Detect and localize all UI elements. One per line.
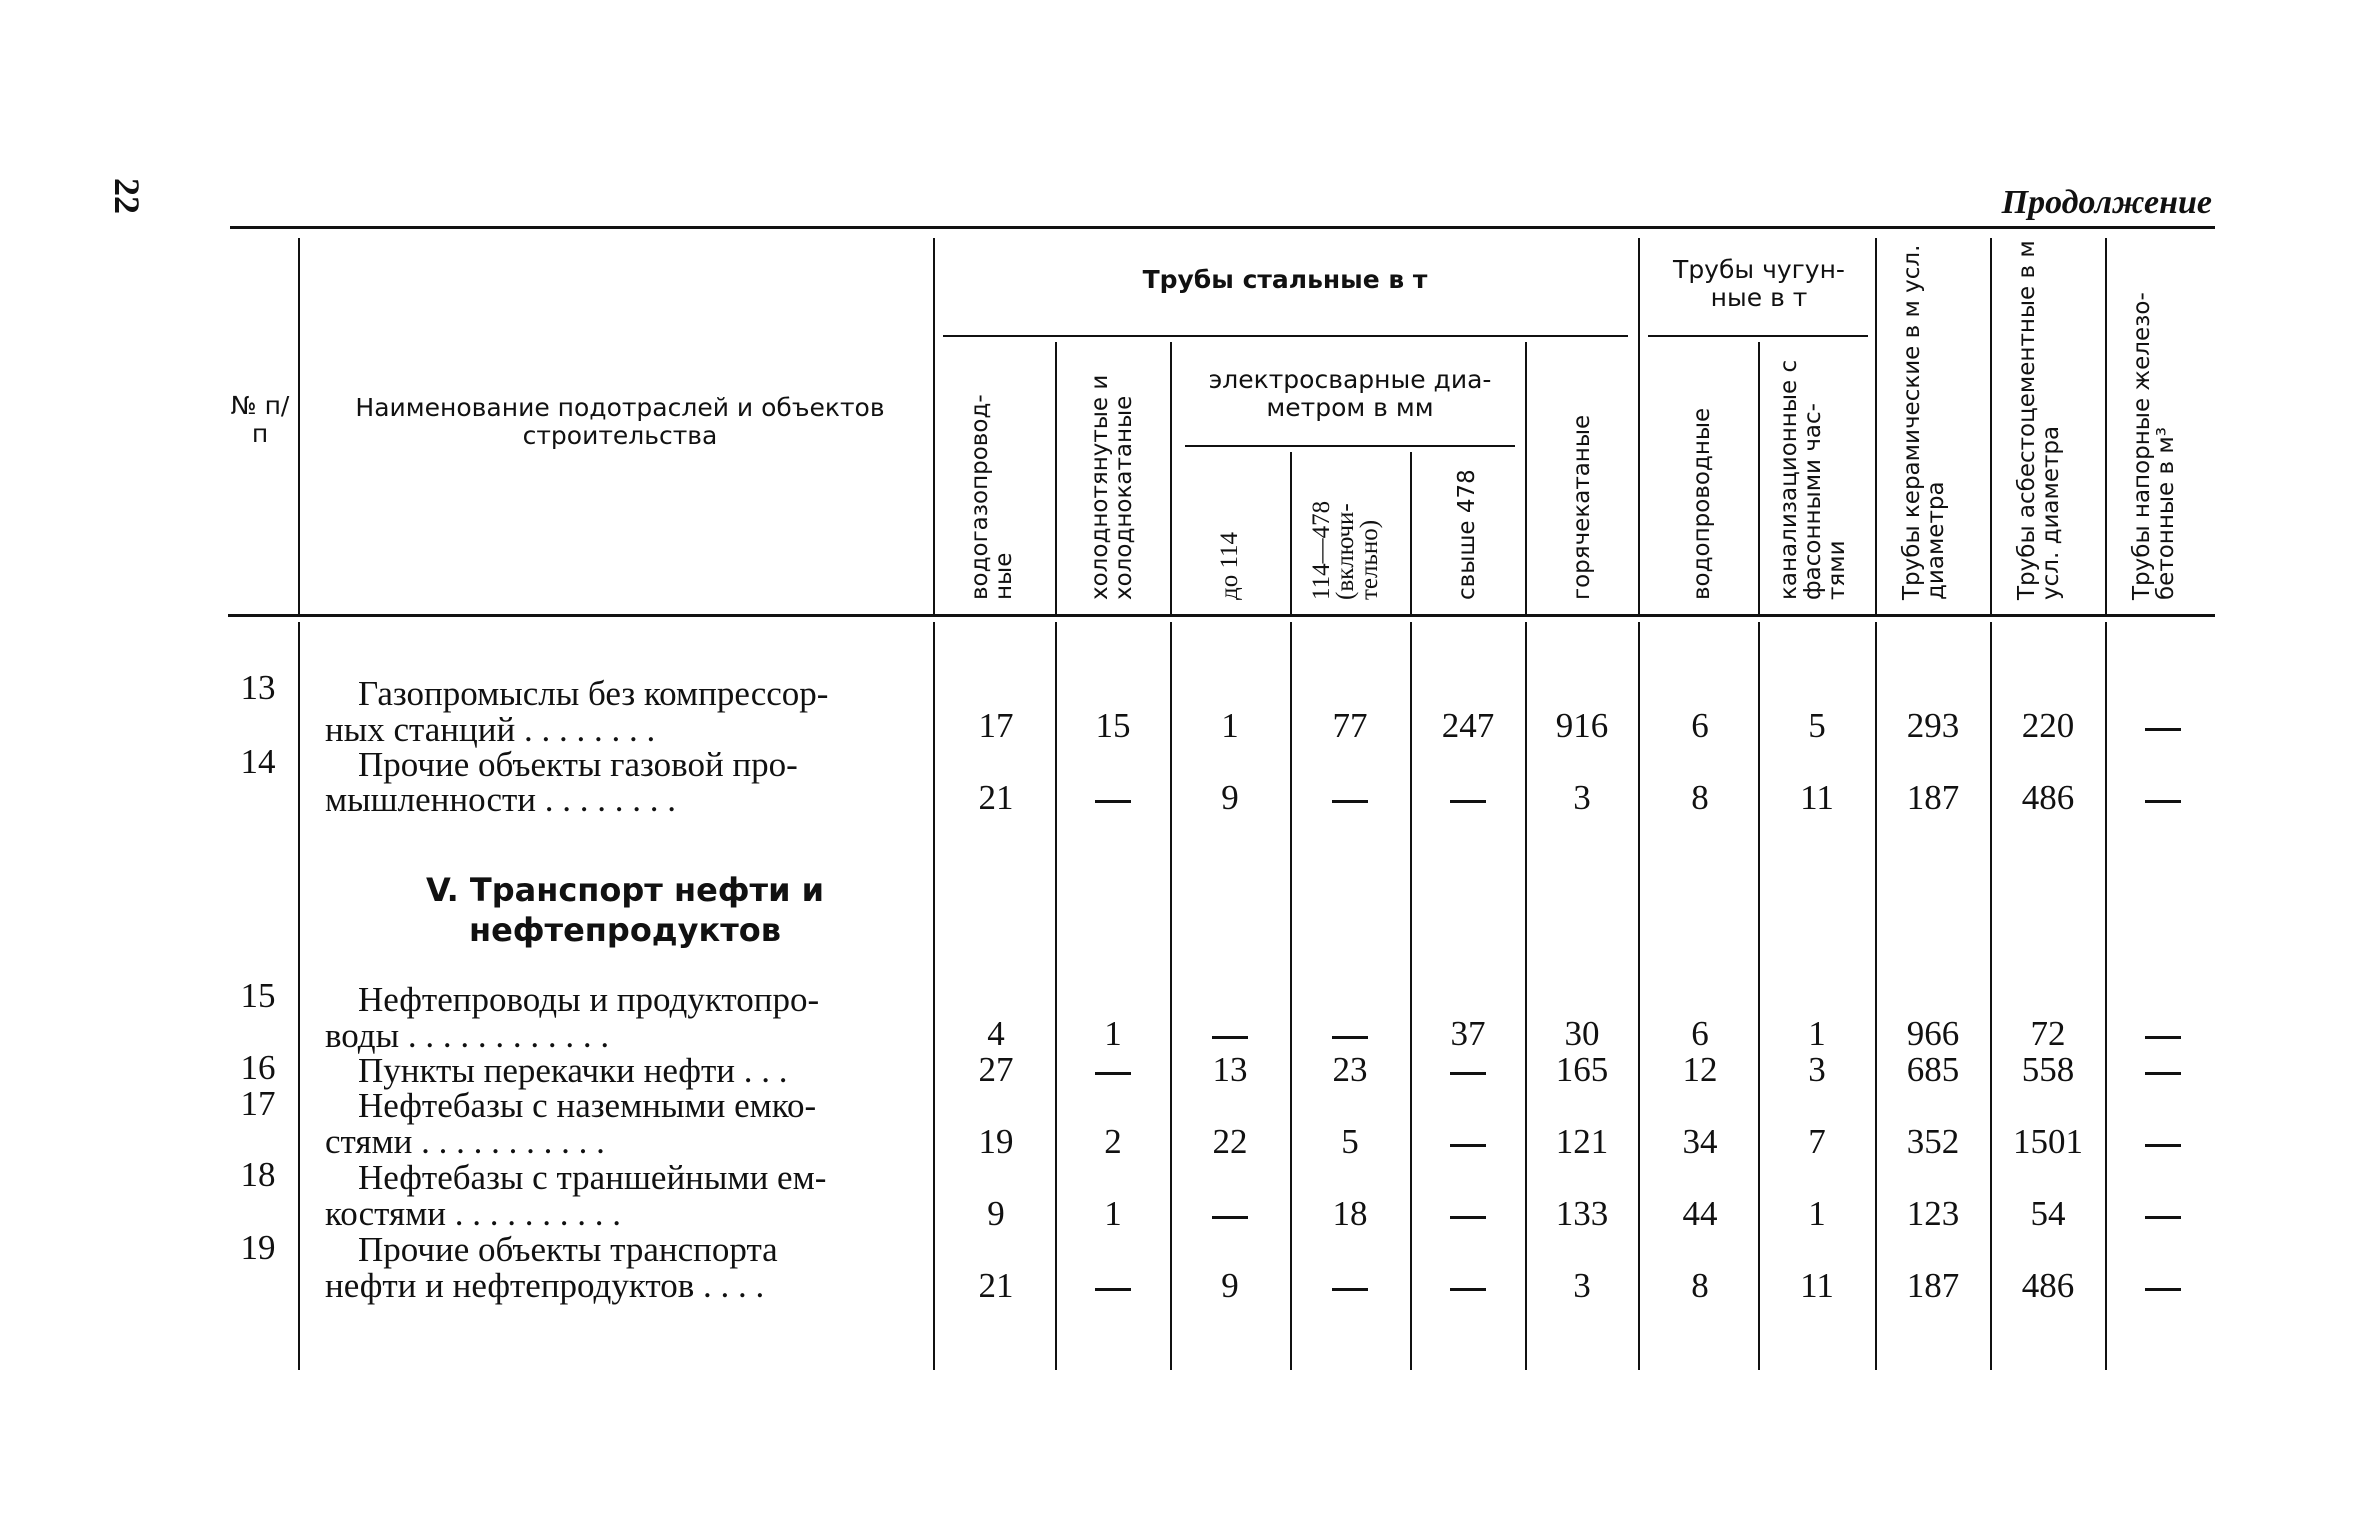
value-cell: 44 (1682, 1194, 1718, 1233)
value-cell: 1501 (2013, 1122, 2083, 1161)
col-divider (1758, 342, 1760, 614)
value-cell: 21 (978, 778, 1014, 817)
row-name: Газопромыслы без компрессор- (358, 674, 829, 713)
col-divider (298, 238, 300, 614)
dash-cell (1212, 1216, 1248, 1219)
col-divider (933, 238, 935, 614)
col-divider (1055, 342, 1057, 614)
value-cell: 8 (1691, 1266, 1709, 1305)
value-cell: 23 (1332, 1050, 1368, 1089)
value-cell: 11 (1800, 778, 1834, 817)
header-cast-group: Трубы чугун- ные в т (1673, 255, 1845, 312)
value-cell: 486 (2021, 1266, 2075, 1305)
value-cell: 220 (2021, 706, 2075, 745)
row-name: ных станций . . . . . . . . (325, 710, 656, 749)
dash-cell (1450, 1288, 1486, 1291)
dash-cell (1212, 1036, 1248, 1039)
value-cell: 247 (1441, 706, 1495, 745)
value-cell: 13 (1212, 1050, 1248, 1089)
dash-cell (2145, 1072, 2181, 1075)
header-ceramic: Трубы керамические в м усл. диаметра (1899, 244, 1949, 600)
header-cast-sewer: канализационные с фасонными час- тями (1776, 359, 1850, 600)
col-divider (1525, 622, 1527, 1370)
row-name: воды . . . . . . . . . . . . (325, 1016, 610, 1055)
header-steel-group: Трубы стальные в т (1142, 265, 1428, 294)
value-cell: 5 (1808, 706, 1826, 745)
row-name: Нефтебазы с траншейными ем- (358, 1158, 827, 1197)
value-cell: 77 (1332, 706, 1368, 745)
col-divider (1410, 452, 1412, 614)
value-cell: 1 (1104, 1194, 1122, 1233)
page-number: 22 (107, 178, 147, 214)
value-cell: 1 (1808, 1014, 1826, 1053)
col-divider (1290, 452, 1292, 614)
value-cell: 352 (1906, 1122, 1960, 1161)
dash-cell (1095, 1072, 1131, 1075)
value-cell: 6 (1691, 1014, 1709, 1053)
top-rule (230, 226, 2215, 229)
row-name: Нефтепроводы и продуктопро- (358, 980, 820, 1019)
cast-group-rule (1648, 335, 1868, 337)
section-title (325, 870, 925, 950)
row-no: 14 (240, 742, 276, 781)
row-name: стями . . . . . . . . . . . (325, 1122, 605, 1161)
row-no: 15 (240, 976, 276, 1015)
col-divider (1055, 622, 1057, 1370)
value-cell: 6 (1691, 706, 1709, 745)
section-title-line1: V. Транспорт нефти и (425, 871, 825, 909)
dash-cell (2145, 1144, 2181, 1147)
dash-cell (1332, 800, 1368, 803)
dash-cell (1450, 1072, 1486, 1075)
row-no: 16 (240, 1048, 276, 1087)
value-cell: 558 (2021, 1050, 2075, 1089)
dash-cell (2145, 728, 2181, 731)
value-cell: 22 (1212, 1122, 1248, 1161)
dash-cell (2145, 1216, 2181, 1219)
value-cell: 9 (1221, 1266, 1239, 1305)
row-name: мышленности . . . . . . . . (325, 780, 677, 819)
header-asbestos: Трубы асбестоцементные в м усл. диаметра (2014, 240, 2064, 600)
value-cell: 37 (1450, 1014, 1486, 1053)
value-cell: 916 (1555, 706, 1609, 745)
value-cell: 4 (987, 1014, 1005, 1053)
header-hot-rolled: горячекатаные (1569, 414, 1595, 600)
electro-group-rule (1185, 445, 1515, 447)
col-divider (1875, 238, 1877, 614)
value-cell: 121 (1555, 1122, 1609, 1161)
row-name: Прочие объекты газовой про- (358, 745, 798, 784)
value-cell: 685 (1906, 1050, 1960, 1089)
value-cell: 21 (978, 1266, 1014, 1305)
col-divider (1290, 622, 1292, 1370)
section-title-line2: нефтепродуктов (468, 911, 781, 949)
row-no: 17 (240, 1084, 276, 1123)
value-cell: 9 (987, 1194, 1005, 1233)
value-cell: 123 (1906, 1194, 1960, 1233)
value-cell: 1 (1104, 1014, 1122, 1053)
header-over-478: свыше 478 (1454, 469, 1480, 600)
col-divider (1525, 342, 1527, 614)
col-divider (1638, 622, 1640, 1370)
value-cell: 293 (1906, 706, 1960, 745)
col-divider (1758, 622, 1760, 1370)
value-cell: 187 (1906, 778, 1960, 817)
value-cell: 15 (1095, 706, 1131, 745)
value-cell: 3 (1808, 1050, 1826, 1089)
header-water-gas: водогазопровод- ные (967, 394, 1017, 600)
dash-cell (1095, 1288, 1131, 1291)
value-cell: 187 (1906, 1266, 1960, 1305)
header-no: № п/п (230, 391, 290, 448)
row-no: 18 (240, 1155, 276, 1194)
row-no: 13 (240, 668, 276, 707)
dash-cell (1332, 1288, 1368, 1291)
value-cell: 9 (1221, 778, 1239, 817)
value-cell: 5 (1341, 1122, 1359, 1161)
col-divider (2105, 238, 2107, 614)
row-no: 19 (240, 1228, 276, 1267)
value-cell: 11 (1800, 1266, 1834, 1305)
dash-cell (2145, 1288, 2181, 1291)
header-concrete: Трубы напорные железо- бетонные в м³ (2129, 292, 2179, 600)
value-cell: 3 (1573, 778, 1591, 817)
col-divider (1990, 238, 1992, 614)
dash-cell (1450, 800, 1486, 803)
value-cell: 966 (1906, 1014, 1960, 1053)
value-cell: 3 (1573, 1266, 1591, 1305)
header-name: Наименование подотраслей и объектов строительства (355, 393, 885, 450)
header-to-114: до 114 (1216, 531, 1243, 600)
value-cell: 27 (978, 1050, 1014, 1089)
steel-group-rule (943, 335, 1628, 337)
col-divider (1875, 622, 1877, 1370)
col-divider (1638, 238, 1640, 614)
col-divider (2105, 622, 2107, 1370)
value-cell: 30 (1564, 1014, 1600, 1053)
value-cell: 133 (1555, 1194, 1609, 1233)
header-cast-water: водопроводные (1689, 407, 1715, 600)
col-divider (1410, 622, 1412, 1370)
dash-cell (1332, 1036, 1368, 1039)
value-cell: 18 (1332, 1194, 1368, 1233)
row-name: Прочие объекты транспорта (358, 1230, 778, 1269)
row-name: нефти и нефтепродуктов . . . . (325, 1266, 765, 1305)
value-cell: 17 (978, 706, 1014, 745)
value-cell: 165 (1555, 1050, 1609, 1089)
col-divider (1170, 342, 1172, 614)
col-divider (298, 622, 300, 1370)
value-cell: 8 (1691, 778, 1709, 817)
header-electro-group: электросварные диа- метром в мм (1208, 365, 1492, 422)
dash-cell (2145, 1036, 2181, 1039)
value-cell: 7 (1808, 1122, 1826, 1161)
value-cell: 34 (1682, 1122, 1718, 1161)
dash-cell (1095, 800, 1131, 803)
value-cell: 2 (1104, 1122, 1122, 1161)
col-divider (1990, 622, 1992, 1370)
value-cell: 12 (1682, 1050, 1718, 1089)
header-bottom-rule (228, 614, 2215, 617)
value-cell: 19 (978, 1122, 1014, 1161)
value-cell: 72 (2030, 1014, 2066, 1053)
value-cell: 486 (2021, 778, 2075, 817)
value-cell: 1 (1221, 706, 1239, 745)
col-divider (1170, 622, 1172, 1370)
row-name: Пункты перекачки нефти . . . (358, 1051, 788, 1090)
value-cell: 54 (2030, 1194, 2066, 1233)
dash-cell (2145, 800, 2181, 803)
header-cold-rolled: холоднотянутые и холоднокатаные (1087, 374, 1137, 600)
dash-cell (1450, 1144, 1486, 1147)
continuation-label: Продолжение (2001, 184, 2212, 221)
header-114-478: 114—478 (включи- тельно) (1308, 500, 1383, 600)
value-cell: 1 (1808, 1194, 1826, 1233)
dash-cell (1450, 1216, 1486, 1219)
row-name: Нефтебазы с наземными емко- (358, 1086, 817, 1125)
row-name: костями . . . . . . . . . . (325, 1194, 621, 1233)
